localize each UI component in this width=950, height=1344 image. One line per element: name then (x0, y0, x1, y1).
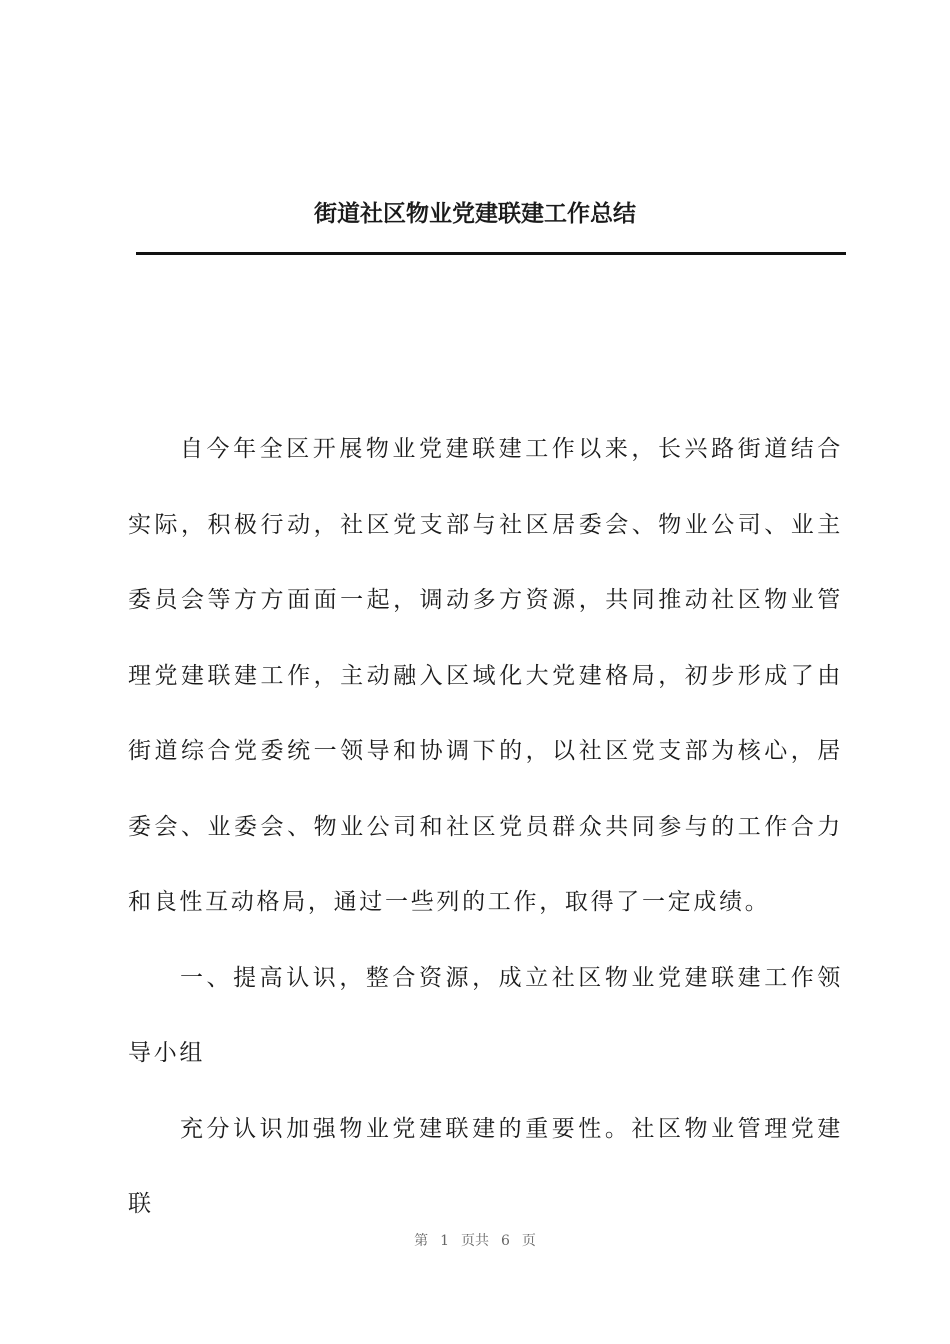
footer-suffix: 页 (521, 1233, 536, 1249)
section-heading: 一、提高认识，整合资源，成立社区物业党建联建工作领导小组 (128, 964, 843, 1066)
page-footer (0, 1230, 950, 1250)
footer-middle: 页共 (461, 1233, 489, 1249)
document-title: 街道社区物业党建联建工作总结 (314, 201, 636, 227)
title-underline (136, 252, 846, 255)
document-body (128, 412, 843, 1243)
paragraph-intro: 自今年全区开展物业党建联建工作以来，长兴路街道结合实际，积极行动，社区党支部与社区居委会、物业公司、业主委员会等方方面面一起，调动多方资源，共同推动社区物业管理党建联建工作，主动融入区域化大党建格局，初步形成了由街道综合党委统一领导和协调下的，以社区党支部为核心，居委会、业委会、物业公司和社区党员群众共同参与的工作合力和良性互动格局，通过一些列的工作，取得了一定成绩。 (128, 436, 843, 915)
paragraph-section-start: 充分认识加强物业党建联建的重要性。社区物业管理党建联 (128, 1115, 843, 1217)
footer-page-number: 1 (440, 1233, 449, 1249)
footer-total-pages: 6 (501, 1233, 510, 1249)
footer-prefix: 第 (414, 1233, 429, 1249)
